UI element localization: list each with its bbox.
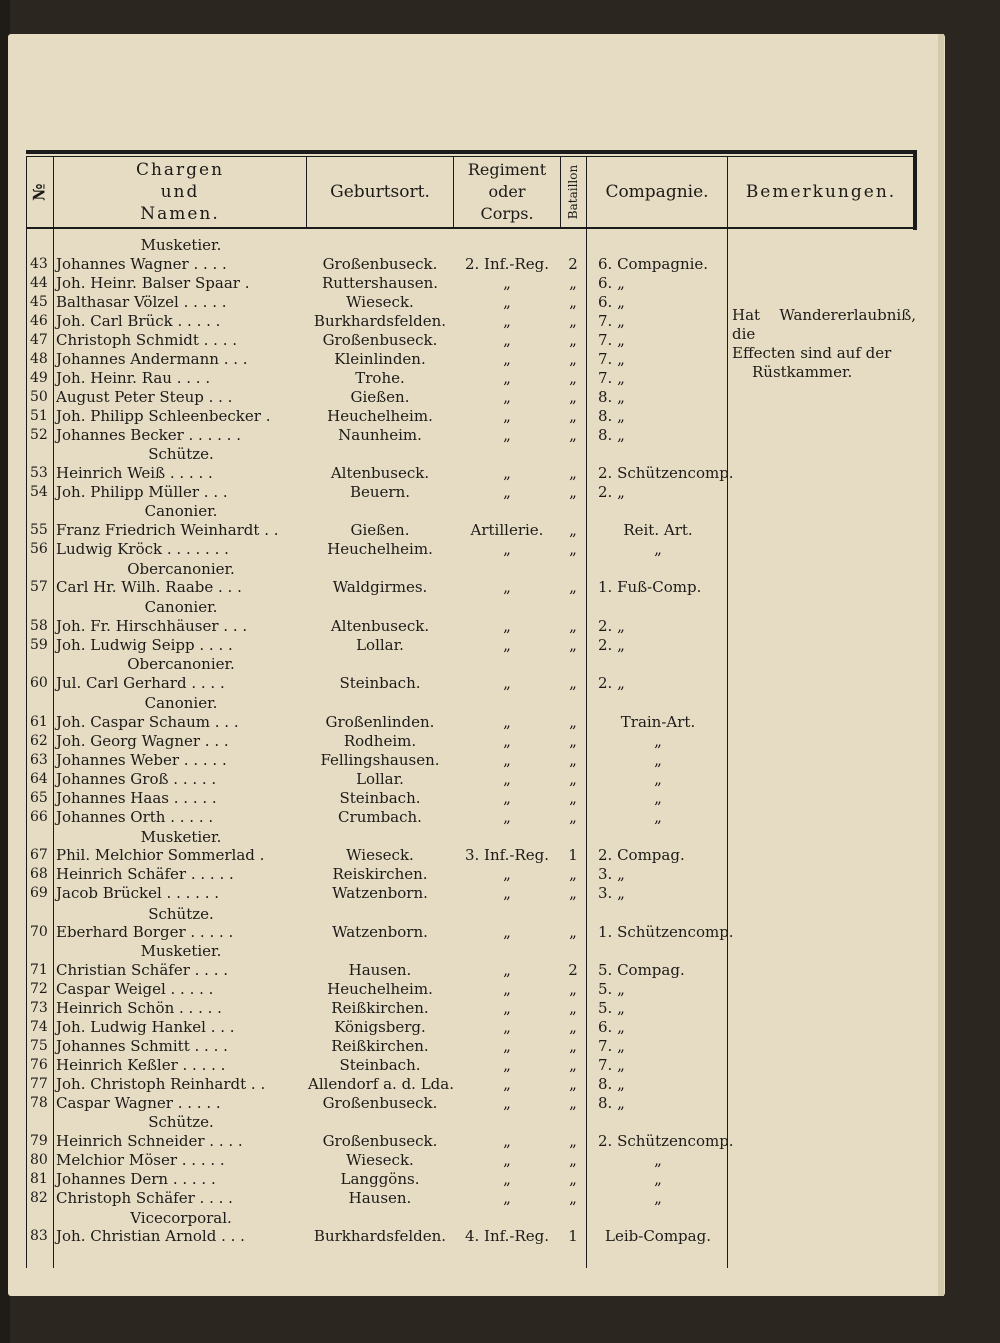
soldier-name: Joh. Christoph Reinhardt . . [56, 1075, 266, 1093]
soldier-name: August Peter Steup . . . [56, 388, 233, 406]
row-number: 48 [30, 351, 48, 367]
row-number: 77 [30, 1076, 48, 1092]
birthplace: Großenbuseck. [322, 1132, 438, 1150]
soldier-name: Johannes Wagner . . . . [56, 255, 227, 273]
soldier-name: Joh. Fr. Hirschhäuser . . . [56, 617, 248, 635]
battalion: „ [569, 426, 577, 444]
company: 5. „ [598, 999, 625, 1017]
soldier-name: Joh. Philipp Schleenbecker . [56, 407, 271, 425]
table-header-rule [26, 227, 916, 229]
battalion: „ [569, 808, 577, 826]
row-number: 72 [30, 981, 48, 997]
company: 3. „ [598, 865, 625, 883]
regiment: „ [503, 923, 511, 941]
regiment: „ [503, 464, 511, 482]
row-number: 61 [30, 714, 48, 730]
birthplace: Heuchelheim. [327, 407, 433, 425]
birthplace: Watzenborn. [332, 923, 428, 941]
paper-edge [938, 34, 944, 1296]
regiment: „ [503, 483, 511, 501]
birthplace: Beuern. [349, 483, 411, 501]
birthplace: Heuchelheim. [327, 980, 433, 998]
regiment: „ [503, 331, 511, 349]
birthplace: Kleinlinden. [334, 350, 426, 368]
soldier-name: Jul. Carl Gerhard . . . . [56, 674, 225, 692]
rank-heading: Obercanonier. [127, 560, 235, 578]
row-number: 53 [30, 465, 48, 481]
birthplace: Hausen. [348, 1189, 412, 1207]
row-number: 65 [30, 790, 48, 806]
company: Reit. Art. [623, 521, 693, 539]
battalion: „ [569, 1056, 577, 1074]
battalion: 2 [568, 255, 578, 273]
birthplace: Rodheim. [343, 732, 417, 750]
regiment: 3. Inf.-Reg. [464, 846, 550, 864]
row-number: 63 [30, 752, 48, 768]
battalion: „ [569, 1132, 577, 1150]
rank-heading: Schütze. [148, 905, 214, 923]
regiment: „ [503, 884, 511, 902]
soldier-name: Carl Hr. Wilh. Raabe . . . [56, 578, 242, 596]
company: 8. „ [598, 407, 625, 425]
regiment: „ [503, 1132, 511, 1150]
header-regiment-line: oder [488, 182, 526, 201]
battalion: „ [569, 636, 577, 654]
regiment: „ [503, 865, 511, 883]
battalion: „ [569, 713, 577, 731]
birthplace: Reißkirchen. [331, 999, 429, 1017]
row-number: 55 [30, 522, 48, 538]
rank-heading: Schütze. [148, 1113, 214, 1131]
row-number: 76 [30, 1057, 48, 1073]
soldier-name: Phil. Melchior Sommerlad . [56, 846, 265, 864]
remark-line: Hat Wandererlaubniß, die [732, 306, 916, 343]
company: „ [654, 732, 662, 750]
birthplace: Reiskirchen. [332, 865, 428, 883]
battalion: „ [569, 407, 577, 425]
soldier-name: Joh. Christian Arnold . . . [56, 1227, 245, 1245]
header-remarks: Bemerkungen. [745, 182, 897, 202]
company: Leib-Compag. [605, 1227, 711, 1245]
row-number: 52 [30, 427, 48, 443]
battalion: „ [569, 1189, 577, 1207]
soldier-name: Johannes Andermann . . . [56, 350, 248, 368]
row-number: 50 [30, 389, 48, 405]
remark-line: Effecten sind auf der [732, 344, 892, 362]
soldier-name: Joh. Philipp Müller . . . [56, 483, 228, 501]
birthplace: Wieseck. [346, 846, 414, 864]
regiment: „ [503, 961, 511, 979]
company: 7. „ [598, 312, 625, 330]
battalion: „ [569, 331, 577, 349]
company: 7. „ [598, 331, 625, 349]
company: 7. „ [598, 1056, 625, 1074]
company: Train-Art. [620, 713, 696, 731]
row-number: 62 [30, 733, 48, 749]
company: „ [654, 1170, 662, 1188]
company: 8. „ [598, 388, 625, 406]
regiment: „ [503, 980, 511, 998]
company: 6. „ [598, 274, 625, 292]
row-number: 57 [30, 579, 48, 595]
battalion: „ [569, 1018, 577, 1036]
battalion: „ [569, 732, 577, 750]
regiment: „ [503, 808, 511, 826]
soldier-name: Christoph Schäfer . . . . [56, 1189, 233, 1207]
regiment: „ [503, 770, 511, 788]
battalion: 2 [568, 961, 578, 979]
regiment: „ [503, 1018, 511, 1036]
soldier-name: Melchior Möser . . . . . [56, 1151, 225, 1169]
rank-heading: Canonier. [144, 502, 218, 520]
battalion: „ [569, 751, 577, 769]
header-battalion: Bataillon [566, 164, 581, 220]
battalion: „ [569, 369, 577, 387]
battalion: „ [569, 923, 577, 941]
regiment: „ [503, 713, 511, 731]
company: 2. „ [598, 617, 625, 635]
soldier-name: Jacob Brückel . . . . . . [56, 884, 219, 902]
regiment: 4. Inf.-Reg. [464, 1227, 550, 1245]
regiment: „ [503, 540, 511, 558]
soldier-name: Joh. Heinr. Rau . . . . [56, 369, 211, 387]
birthplace: Langgöns. [340, 1170, 420, 1188]
soldier-name: Johannes Groß . . . . . [56, 770, 217, 788]
company: 8. „ [598, 426, 625, 444]
battalion: „ [569, 1170, 577, 1188]
soldier-name: Balthasar Völzel . . . . . [56, 293, 227, 311]
regiment: 2. Inf.-Reg. [464, 255, 550, 273]
regiment: „ [503, 1151, 511, 1169]
regiment: Artillerie. [470, 521, 544, 539]
birthplace: Altenbuseck. [330, 464, 430, 482]
row-number: 71 [30, 962, 48, 978]
regiment: „ [503, 578, 511, 596]
company: 2. Compag. [598, 846, 685, 864]
birthplace: Altenbuseck. [330, 617, 430, 635]
row-number: 83 [30, 1228, 48, 1244]
soldier-name: Johannes Weber . . . . . [56, 751, 227, 769]
battalion: „ [569, 884, 577, 902]
header-regiment-line: Corps. [480, 204, 534, 223]
birthplace: Steinbach. [339, 674, 421, 692]
birthplace: Großenbuseck. [322, 255, 438, 273]
row-number: 78 [30, 1095, 48, 1111]
column-rule [586, 156, 587, 1268]
row-number: 66 [30, 809, 48, 825]
company: 1. Schützencomp. [598, 923, 734, 941]
regiment: „ [503, 426, 511, 444]
row-number: 74 [30, 1019, 48, 1035]
company: „ [654, 540, 662, 558]
row-number: 43 [30, 256, 48, 272]
row-number: 47 [30, 332, 48, 348]
rank-heading: Vicecorporal. [130, 1209, 232, 1227]
regiment: „ [503, 312, 511, 330]
soldier-name: Joh. Georg Wagner . . . [56, 732, 229, 750]
birthplace: Lollar. [356, 770, 404, 788]
company: 8. „ [598, 1075, 625, 1093]
row-number: 51 [30, 408, 48, 424]
soldier-name: Franz Friedrich Weinhardt . . [56, 521, 279, 539]
regiment: „ [503, 274, 511, 292]
birthplace: Hausen. [348, 961, 412, 979]
company: 6. „ [598, 1018, 625, 1036]
regiment: „ [503, 617, 511, 635]
birthplace: Fellingshausen. [320, 751, 440, 769]
battalion: „ [569, 483, 577, 501]
battalion: „ [569, 789, 577, 807]
soldier-name: Christian Schäfer . . . . [56, 961, 229, 979]
battalion: „ [569, 1151, 577, 1169]
battalion: „ [569, 540, 577, 558]
company: 6. Compagnie. [598, 255, 709, 273]
header-number: № [29, 183, 49, 201]
soldier-name: Heinrich Keßler . . . . . [56, 1056, 226, 1074]
row-number: 67 [30, 847, 48, 863]
battalion: „ [569, 999, 577, 1017]
soldier-name: Heinrich Schön . . . . . [56, 999, 222, 1017]
soldier-name: Johannes Schmitt . . . . [56, 1037, 228, 1055]
header-regiment-line: Regiment [467, 160, 547, 179]
rank-heading: Canonier. [144, 694, 218, 712]
birthplace: Gießen. [350, 521, 410, 539]
regiment: „ [503, 407, 511, 425]
header-names [54, 157, 306, 227]
rank-heading: Musketier. [140, 942, 222, 960]
birthplace: Großenbuseck. [322, 331, 438, 349]
birthplace: Watzenborn. [332, 884, 428, 902]
column-rule [26, 156, 27, 1268]
company: 7. „ [598, 369, 625, 387]
company: 6. „ [598, 293, 625, 311]
regiment: „ [503, 350, 511, 368]
battalion: 1 [568, 1227, 578, 1245]
company: 5. „ [598, 980, 625, 998]
row-number: 68 [30, 866, 48, 882]
regiment: „ [503, 674, 511, 692]
header-birthplace: Geburtsort. [330, 182, 430, 202]
company: 5. Compag. [598, 961, 685, 979]
battalion: 1 [568, 846, 578, 864]
battalion: „ [569, 1075, 577, 1093]
remark-line: Rüstkammer. [752, 363, 853, 381]
birthplace: Lollar. [356, 636, 404, 654]
rank-heading: Musketier. [140, 828, 222, 846]
soldier-name: Ludwig Kröck . . . . . . . [56, 540, 229, 558]
company: „ [654, 770, 662, 788]
battalion: „ [569, 674, 577, 692]
birthplace: Naunheim. [338, 426, 422, 444]
birthplace: Waldgirmes. [332, 578, 428, 596]
row-number: 58 [30, 618, 48, 634]
birthplace: Gießen. [350, 388, 410, 406]
soldier-name: Johannes Orth . . . . . [56, 808, 214, 826]
battalion: „ [569, 865, 577, 883]
battalion: „ [569, 293, 577, 311]
birthplace: Allendorf a. d. Lda. [308, 1075, 454, 1093]
soldier-name: Caspar Weigel . . . . . [56, 980, 214, 998]
regiment: „ [503, 293, 511, 311]
birthplace: Burkhardsfelden. [313, 312, 447, 330]
company: 8. „ [598, 1094, 625, 1112]
birthplace: Großenbuseck. [322, 1094, 438, 1112]
row-number: 54 [30, 484, 48, 500]
battalion: „ [569, 464, 577, 482]
row-number: 80 [30, 1152, 48, 1168]
company: 2. „ [598, 674, 625, 692]
header-names-line: Chargen [135, 160, 225, 180]
battalion: „ [569, 578, 577, 596]
company: „ [654, 1151, 662, 1169]
row-number: 49 [30, 370, 48, 386]
regiment: „ [503, 1189, 511, 1207]
battalion: „ [569, 312, 577, 330]
battalion: „ [569, 1037, 577, 1055]
company: 2. Schützencomp. [598, 464, 734, 482]
company: 7. „ [598, 1037, 625, 1055]
rank-heading: Obercanonier. [127, 655, 235, 673]
soldier-name: Heinrich Schneider . . . . [56, 1132, 243, 1150]
regiment: „ [503, 751, 511, 769]
header-names-line: und [160, 182, 200, 202]
soldier-name: Johannes Haas . . . . . [56, 789, 217, 807]
soldier-name: Heinrich Schäfer . . . . . [56, 865, 234, 883]
company: „ [654, 789, 662, 807]
company: „ [654, 1189, 662, 1207]
remark-note [732, 306, 916, 382]
regiment: „ [503, 636, 511, 654]
company: 7. „ [598, 350, 625, 368]
company: 2. „ [598, 483, 625, 501]
regiment: „ [503, 1170, 511, 1188]
row-number: 44 [30, 275, 48, 291]
row-number: 64 [30, 771, 48, 787]
battalion: „ [569, 617, 577, 635]
battalion: „ [569, 770, 577, 788]
row-number: 69 [30, 885, 48, 901]
company: 1. Fuß-Comp. [598, 578, 702, 596]
row-number: 56 [30, 541, 48, 557]
birthplace: Königsberg. [334, 1018, 426, 1036]
company: 2. „ [598, 636, 625, 654]
birthplace: Wieseck. [346, 1151, 414, 1169]
regiment: „ [503, 732, 511, 750]
battalion: „ [569, 350, 577, 368]
battalion: „ [569, 388, 577, 406]
header-names-line: Namen. [140, 204, 220, 224]
row-number: 70 [30, 924, 48, 940]
regiment: „ [503, 999, 511, 1017]
header-company: Compagnie. [605, 182, 709, 202]
soldier-name: Johannes Dern . . . . . [56, 1170, 216, 1188]
company: „ [654, 808, 662, 826]
birthplace: Heuchelheim. [327, 540, 433, 558]
rank-heading: Canonier. [144, 598, 218, 616]
soldier-name: Johannes Becker . . . . . . [56, 426, 241, 444]
row-number: 82 [30, 1190, 48, 1206]
row-number: 81 [30, 1171, 48, 1187]
row-number: 46 [30, 313, 48, 329]
regiment: „ [503, 1094, 511, 1112]
regiment: „ [503, 369, 511, 387]
birthplace: Burkhardsfelden. [313, 1227, 447, 1245]
company: 2. Schützencomp. [598, 1132, 734, 1150]
soldier-name: Joh. Ludwig Hankel . . . [56, 1018, 235, 1036]
regiment: „ [503, 1037, 511, 1055]
birthplace: Trohe. [355, 369, 405, 387]
row-number: 75 [30, 1038, 48, 1054]
rank-heading: Schütze. [148, 445, 214, 463]
soldier-name: Eberhard Borger . . . . . [56, 923, 234, 941]
regiment: „ [503, 1075, 511, 1093]
regiment: „ [503, 388, 511, 406]
battalion: „ [569, 521, 577, 539]
table-top-rule [26, 150, 916, 154]
battalion: „ [569, 980, 577, 998]
birthplace: Steinbach. [339, 1056, 421, 1074]
soldier-name: Joh. Heinr. Balser Spaar . [56, 274, 250, 292]
row-number: 73 [30, 1000, 48, 1016]
birthplace: Reißkirchen. [331, 1037, 429, 1055]
birthplace: Großenlinden. [325, 713, 435, 731]
soldier-name: Joh. Ludwig Seipp . . . . [56, 636, 233, 654]
battalion: „ [569, 1094, 577, 1112]
birthplace: Wieseck. [346, 293, 414, 311]
battalion: „ [569, 274, 577, 292]
row-number: 60 [30, 675, 48, 691]
row-number: 59 [30, 637, 48, 653]
row-number: 79 [30, 1133, 48, 1149]
row-number: 45 [30, 294, 48, 310]
regiment: „ [503, 789, 511, 807]
soldier-name: Joh. Caspar Schaum . . . [56, 713, 239, 731]
regiment: „ [503, 1056, 511, 1074]
soldier-name: Joh. Carl Brück . . . . . [56, 312, 221, 330]
soldier-name: Caspar Wagner . . . . . [56, 1094, 221, 1112]
birthplace: Ruttershausen. [321, 274, 439, 292]
soldier-name: Heinrich Weiß . . . . . [56, 464, 213, 482]
birthplace: Crumbach. [338, 808, 422, 826]
soldier-name: Christoph Schmidt . . . . [56, 331, 238, 349]
rank-heading: Musketier. [140, 236, 222, 254]
company: „ [654, 751, 662, 769]
header-regiment [454, 157, 560, 227]
company: 3. „ [598, 884, 625, 902]
birthplace: Steinbach. [339, 789, 421, 807]
